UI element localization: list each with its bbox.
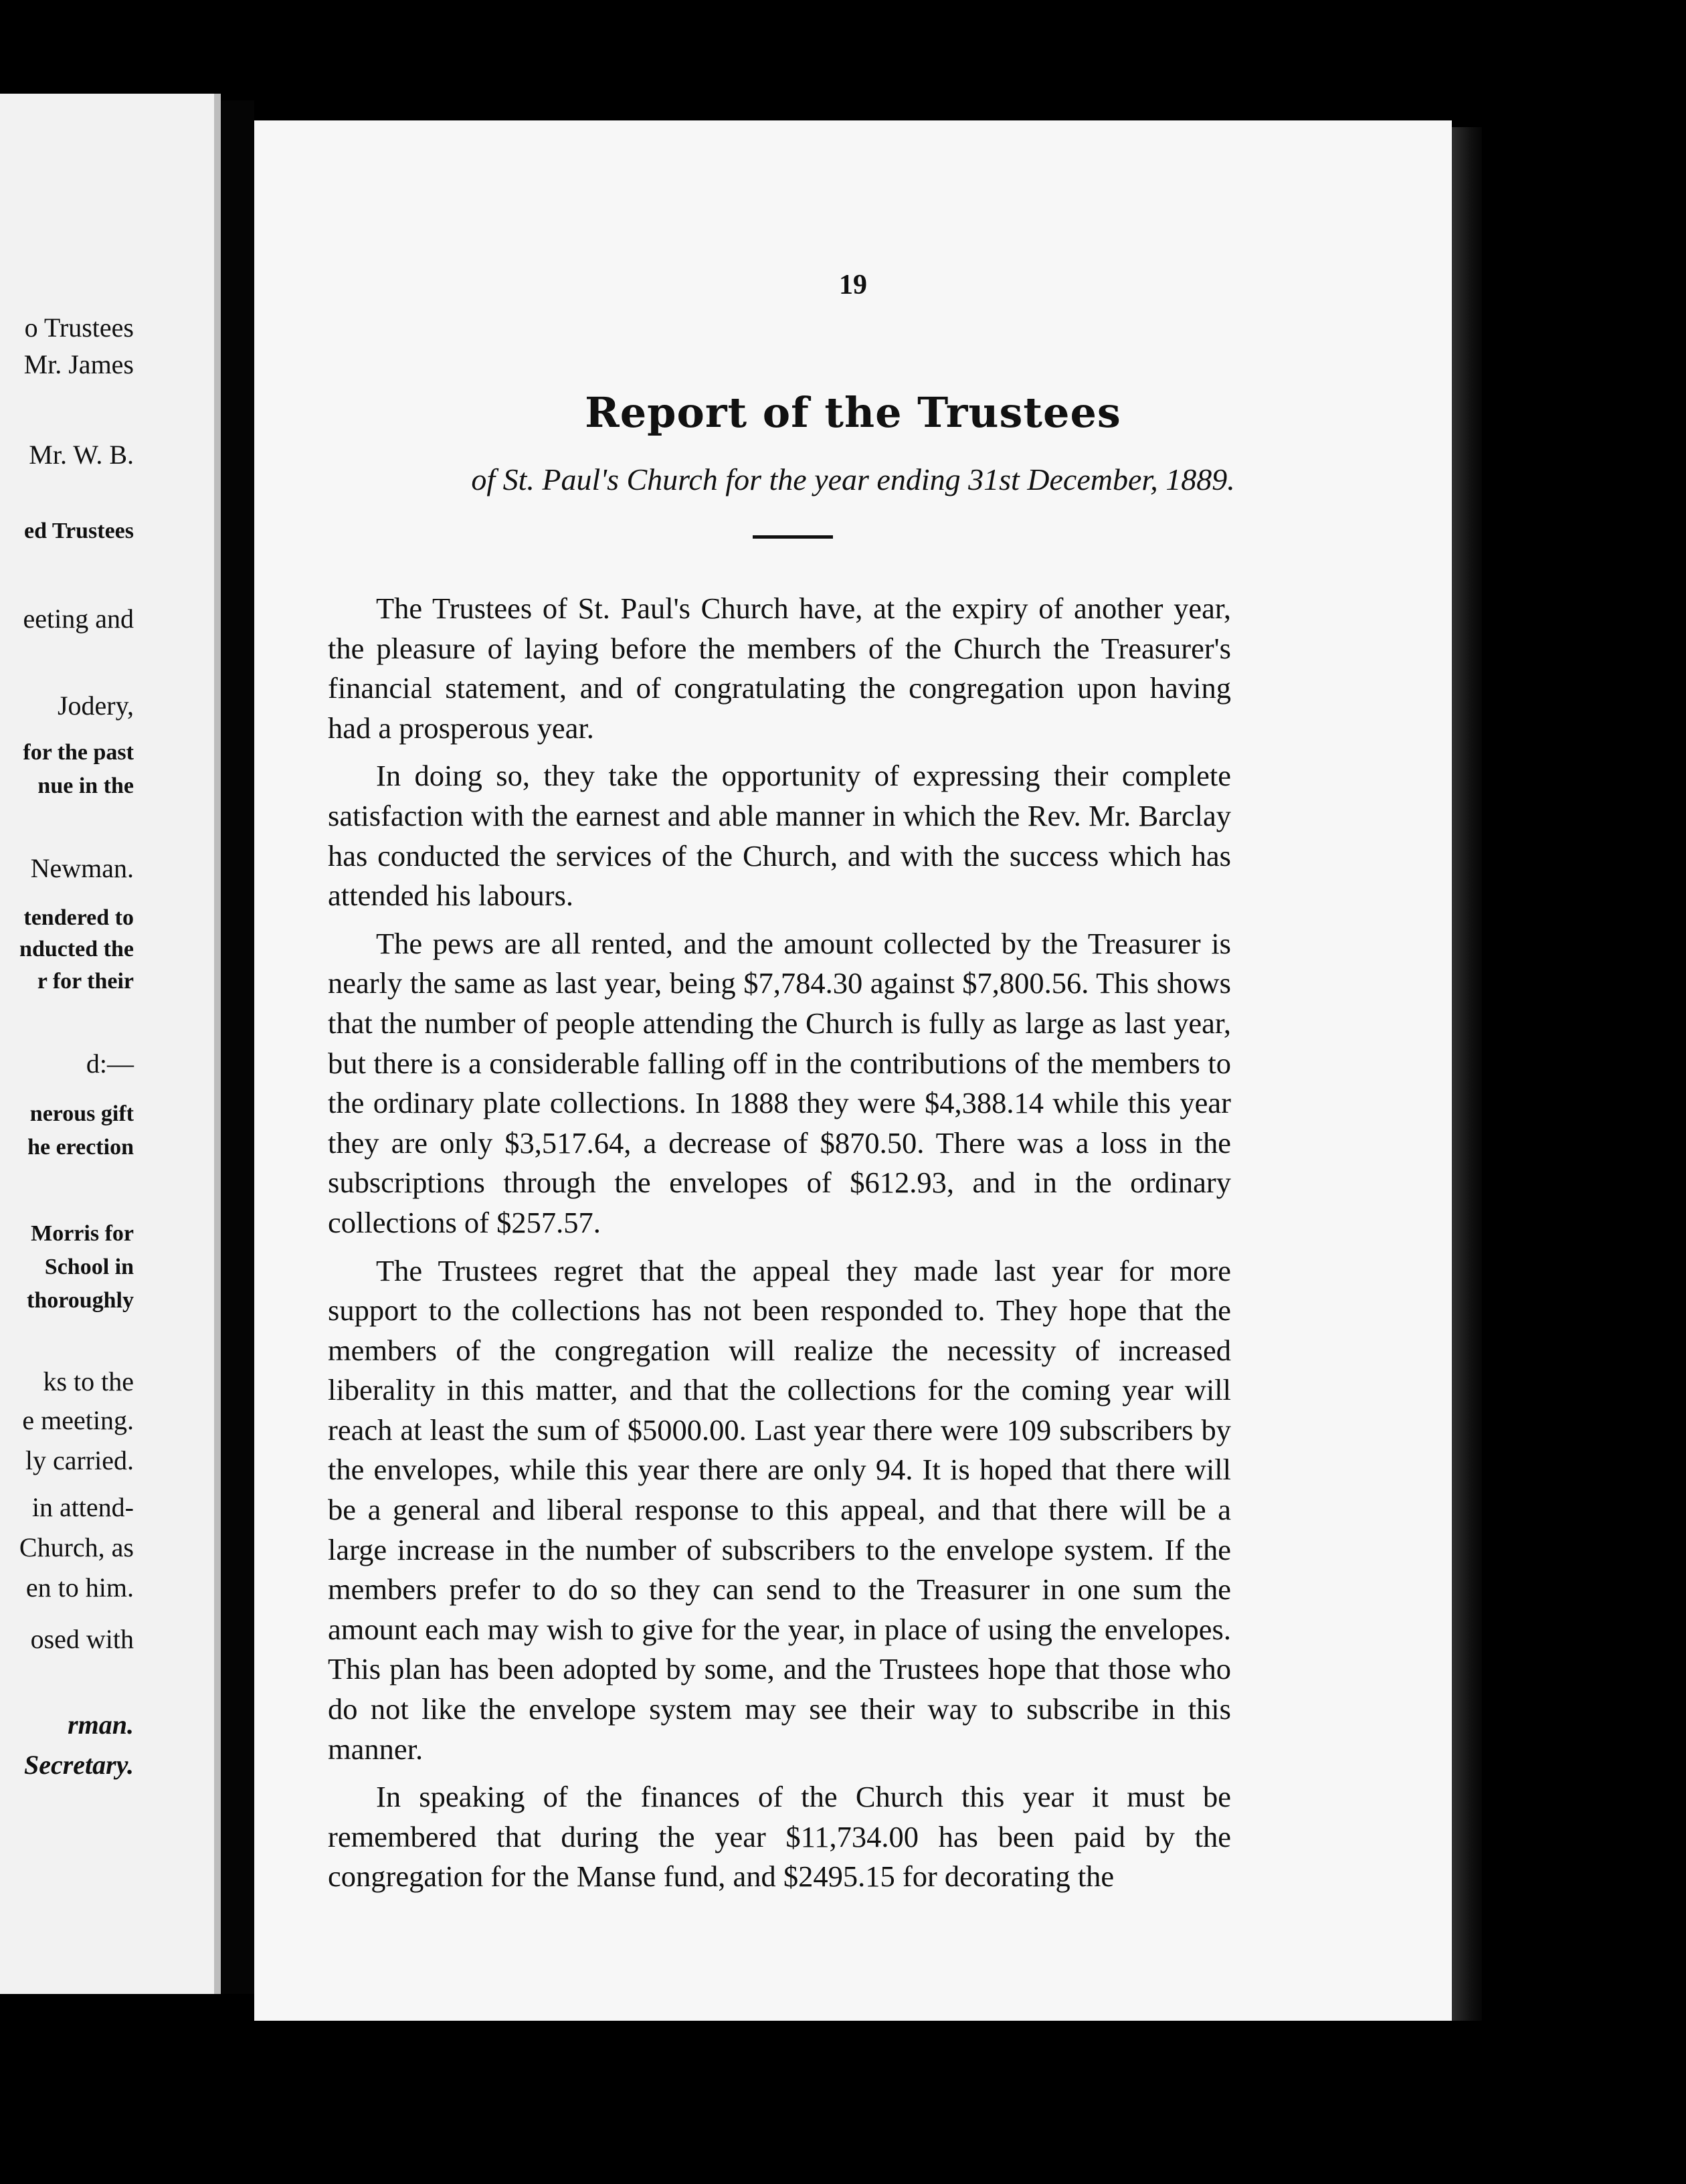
left-page-line: School in: [44, 1255, 134, 1279]
paragraph: In speaking of the finances of the Church this year it must be remembered that during the year $11,734.00 has been paid by the congregation for the Manse fund, and $2495.15 for decorating the: [328, 1780, 1231, 1894]
left-page-line: nerous gift: [29, 1101, 134, 1126]
paragraph: The Trustees regret that the appeal they made last year for more support to the collections has not been responded to. They hope that the members of the congregation will realize the necessity of increased liberality in this matter, and that the collections for the coming year will reach at least the sum of $5000.00. Last year there were 109 subscribers by the envelopes, while this year there are only 94. It is hoped that there will be a general and liberal response to this appeal, and that there will be a large increase in the number of subscribers to the envelope system. If the members prefer to do so they can send to the Treasurer in one sum the amount each may wish to give for the year, in place of using the envelopes. This plan has been adopted by some, and the Trustees hope that those who do not like the envelope system may see their way to subscribe in this manner.: [328, 1253, 1231, 1766]
left-page-line: for the past: [23, 740, 134, 765]
left-page-line: rman.: [68, 1710, 134, 1740]
book-gutter: [221, 100, 254, 1994]
left-page-line: ly carried.: [25, 1445, 134, 1475]
left-page-line: Mr. W. B.: [29, 440, 134, 470]
left-page-line: thoroughly: [27, 1288, 134, 1313]
left-page-fragment: [0, 94, 221, 1994]
main-page: [254, 120, 1452, 2021]
left-page-line: Church, as: [19, 1532, 134, 1562]
page-edge: [1452, 127, 1482, 2021]
left-page-line: ks to the: [43, 1366, 134, 1396]
left-page-line: nducted the: [19, 937, 134, 962]
left-page-line: d:—: [86, 1049, 134, 1079]
left-page-line: en to him.: [25, 1572, 134, 1603]
paragraph: The Trustees of St. Paul's Church have, at the expiry of another year, the pleasure of laying before the members of the Church the Treasurer's financial statement, and of congratulating the congregation upon having had a prosperous year.: [328, 592, 1231, 745]
left-page-line: Secretary.: [23, 1750, 134, 1780]
left-page-line: he erection: [27, 1135, 134, 1160]
report-body: [328, 589, 1231, 1897]
paragraph: In doing so, they take the opportunity of expressing their complete satisfaction with the earnest and able manner in which the Rev. Mr. Barclay has conducted the services of the Church, and with the success which has attended his labours.: [328, 759, 1231, 913]
left-page-line: Morris for: [31, 1221, 134, 1246]
paragraph: The pews are all rented, and the amount collected by the Treasurer is nearly the same as last year, being $7,784.30 against $7,800.56. This shows that the number of people attending the Church is fully as large as last year, but there is a considerable falling off in the contributions of the members to the ordinary plate collections. In 1888 they were $4,388.14 while this year they are only $3,517.64, a decrease of $870.50. There was a loss in the subscriptions through the envelopes of $612.93, and in the ordinary collections of $257.57.: [328, 926, 1231, 1239]
page-shadow: [214, 94, 221, 1994]
left-page-line: osed with: [30, 1624, 134, 1654]
page-title: Report of the Trustees: [585, 388, 1121, 437]
left-page-line: in attend-: [31, 1492, 134, 1522]
left-page-line: e meeting.: [22, 1405, 134, 1435]
page-subtitle: of St. Paul's Church for the year ending 31st December, 1889.: [471, 462, 1235, 496]
left-page-line: Jodery,: [57, 691, 134, 721]
left-page-line: nue in the: [37, 774, 134, 798]
title-rule: [753, 535, 833, 539]
left-page-line: tendered to: [23, 905, 134, 930]
page-number: 19: [839, 270, 867, 300]
left-page-line: Mr. James: [23, 349, 134, 379]
left-page-line: r for their: [37, 969, 134, 994]
left-page-line: ed Trustees: [23, 519, 134, 543]
left-page-line: Newman.: [30, 853, 134, 883]
left-page-line: eeting and: [23, 604, 134, 634]
left-page-line: o Trustees: [24, 312, 134, 343]
